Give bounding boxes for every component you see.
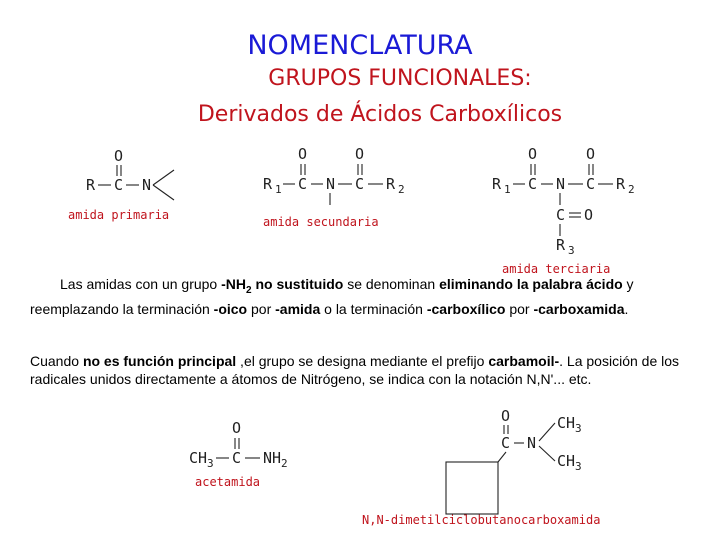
- atom-c1: C: [298, 175, 308, 193]
- atom-r1: R: [263, 175, 273, 193]
- atom-c: C: [501, 434, 511, 452]
- paragraph-amidas: Las amidas con un grupo $-NH_2$ no sustituido se denominan eliminando la palabra ácido y reemplazando la terminación -oico por -amida o la terminación -carboxílico por -carboxamida.: [30, 276, 634, 317]
- atom-r1-sub: 1: [275, 183, 282, 196]
- atom-o1: O: [528, 145, 538, 163]
- atom-c2: C: [355, 175, 365, 193]
- atom-nh: NH: [263, 449, 282, 467]
- atom-nh-sub: 2: [281, 457, 288, 470]
- caption-amida-terciaria: amida terciaria: [502, 262, 611, 276]
- caption-amida-primaria: amida primaria: [68, 208, 170, 222]
- structure-amida-secundaria: [263, 145, 405, 229]
- caption-amida-secundaria: amida secundaria: [263, 215, 379, 229]
- atom-r3: R: [556, 236, 566, 254]
- atom-r3-sub: 3: [568, 244, 575, 257]
- atom-r2: R: [386, 175, 396, 193]
- atom-c: C: [232, 449, 242, 467]
- atom-ch3-b: CH: [557, 452, 576, 470]
- atom-n: N: [326, 175, 336, 193]
- atom-ch-sub: 3: [207, 457, 214, 470]
- atom-n: N: [556, 175, 566, 193]
- cyclobutane-ring: [446, 462, 498, 514]
- atom-o2: O: [355, 145, 365, 163]
- atom-r2: R: [616, 175, 626, 193]
- section-heading: GRUPOS FUNCIONALES:: [268, 66, 532, 91]
- atom-o: O: [114, 147, 124, 165]
- caption-dimetilciclobutanocarboxamida: N,N-dimetilciclobutanocarboxamida: [362, 513, 601, 527]
- atom-ch3-a-sub: 3: [575, 422, 582, 435]
- structure-dimetilciclobutanocarboxamida: [362, 407, 600, 527]
- structure-acetamida: [189, 419, 288, 489]
- atom-c2: C: [586, 175, 596, 193]
- atom-o2: O: [586, 145, 596, 163]
- atom-c3: C: [556, 206, 566, 224]
- atom-ch3-a: CH: [557, 414, 576, 432]
- atom-o1: O: [298, 145, 308, 163]
- page-title: NOMENCLATURA: [247, 30, 473, 61]
- section-subheading: Derivados de Ácidos Carboxílicos: [197, 102, 563, 127]
- atom-n: N: [527, 434, 537, 452]
- atom-r2-sub: 2: [398, 183, 405, 196]
- paragraph-carbamoil: Cuando no es función principal ,el grupo se designa mediante el prefijo carbamoil-. La posición de los radicales unidos directamente a átomos de Nitrógeno, se indica con la notación N,N'... etc.: [30, 353, 680, 387]
- atom-r: R: [86, 176, 96, 194]
- atom-n: N: [142, 176, 152, 194]
- atom-o: O: [501, 407, 511, 425]
- atom-c1: C: [528, 175, 538, 193]
- atom-ch: CH: [189, 449, 208, 467]
- atom-o: O: [232, 419, 242, 437]
- atom-ch3-b-sub: 3: [575, 460, 582, 473]
- atom-o3: O: [584, 206, 594, 224]
- atom-r2-sub: 2: [628, 183, 635, 196]
- structure-amida-terciaria: [492, 145, 635, 276]
- bonds-amida-primaria: [98, 165, 174, 200]
- atom-c: C: [114, 176, 124, 194]
- atom-r1: R: [492, 175, 502, 193]
- caption-acetamida: acetamida: [195, 475, 261, 489]
- atom-r1-sub: 1: [504, 183, 511, 196]
